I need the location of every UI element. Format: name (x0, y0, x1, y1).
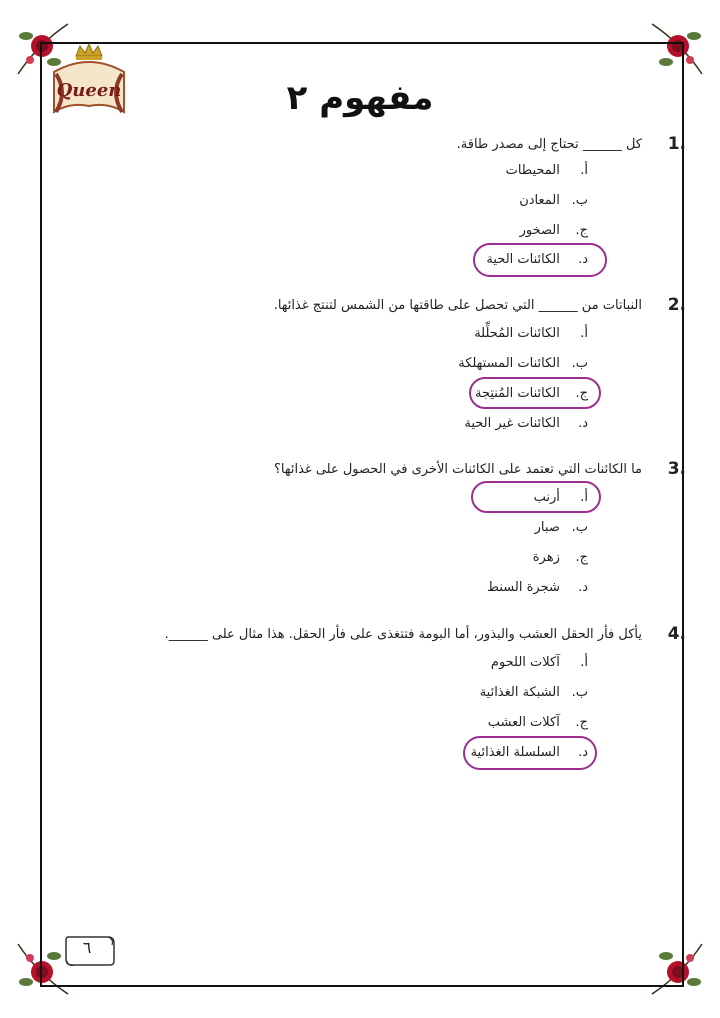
option-letter: ج. (575, 223, 588, 238)
option-letter: ب. (571, 685, 588, 700)
option-text: السلسلة الغذائية (470, 745, 560, 760)
option-text: المعادن (519, 193, 560, 208)
option-letter: ب. (571, 520, 588, 535)
option-letter: أ. (580, 326, 588, 341)
option-letter: د. (578, 252, 588, 267)
answer-circle-3 (471, 481, 601, 513)
option-letter: أ. (580, 655, 588, 670)
option-4c (488, 715, 588, 730)
logo-text: Queen (56, 80, 122, 101)
question-text: ما الكائنات التي تعتمد على الكائنات الأخرى في الحصول على غذائها؟ (274, 462, 642, 477)
option-text: الصخور (519, 223, 560, 238)
option-4b (480, 685, 588, 700)
option-1a (506, 163, 588, 178)
option-2a (474, 326, 588, 341)
option-letter: ب. (571, 356, 588, 371)
option-letter: د. (578, 416, 588, 431)
option-text: شجرة السنط (487, 580, 560, 595)
question-1 (456, 134, 686, 154)
option-text: زهرة (532, 550, 560, 565)
answer-circle-2 (469, 377, 601, 409)
option-3c (533, 550, 588, 565)
option-text: أرنب (533, 490, 560, 505)
page-frame (40, 42, 684, 987)
option-text: الكائنات المُحلِّلة (474, 326, 560, 341)
question-text: النباتات من ______ التي تحصل على طاقتها من الشمس لتنتج غذائها. (273, 298, 642, 313)
option-letter: د. (578, 745, 588, 760)
answer-circle-4 (463, 736, 597, 770)
page-number: ٦ (82, 938, 92, 957)
option-text: الكائنات المُنتِجة (474, 386, 560, 401)
option-letter: ج. (575, 550, 588, 565)
option-letter: ج. (575, 715, 588, 730)
question-text: كل ______ تحتاج إلى مصدر طاقة. (456, 137, 642, 152)
question-number: 1. (667, 134, 686, 154)
question-number: 4. (667, 624, 686, 644)
option-text: الكائنات غير الحية (464, 416, 560, 431)
question-4 (164, 624, 686, 644)
option-3d (487, 580, 588, 595)
question-number: 3. (667, 459, 686, 479)
option-letter: د. (578, 580, 588, 595)
option-letter: أ. (580, 163, 588, 178)
option-text: صبار (534, 520, 560, 535)
option-text: آكلات العشب (487, 715, 560, 730)
option-letter: ج. (575, 386, 588, 401)
page-title: مفهوم ٢ (286, 78, 434, 118)
option-1b (519, 193, 588, 208)
option-text: الشبكة الغذائية (479, 685, 560, 700)
question-number: 2. (667, 295, 686, 315)
option-text: الكائنات المستهلكة (458, 356, 560, 371)
option-text: آكلات اللحوم (490, 655, 560, 670)
option-letter: أ. (580, 490, 588, 505)
option-text: المحيطات (505, 163, 560, 178)
option-1c (520, 223, 588, 238)
question-text: يأكل فأر الحقل العشب والبذور، أما البومة فتتغذى على فأر الحقل. هذا مثال على ______. (164, 627, 642, 642)
option-text: الكائنات الحية (486, 252, 560, 267)
option-2b (458, 356, 588, 371)
question-3 (274, 459, 686, 479)
option-2d (464, 416, 588, 431)
option-letter: ب. (571, 193, 588, 208)
option-3b (535, 520, 588, 535)
option-4a (491, 655, 588, 670)
question-2 (273, 295, 686, 315)
answer-circle-1 (473, 243, 607, 277)
